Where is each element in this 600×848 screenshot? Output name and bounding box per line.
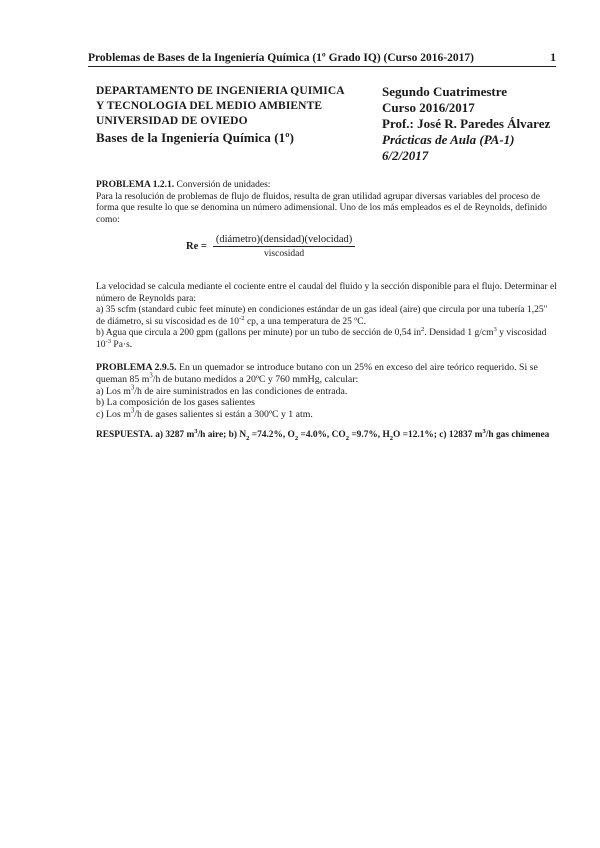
department-line-1: DEPARTAMENTO DE INGENIERIA QUIMICA	[96, 85, 345, 97]
problem-2-part-c: c) Los $m^3/h$ de gases salientes si están a 300ºC y 1 atm.	[96, 407, 313, 421]
problem-1-part-a: a) 35 scfm (standard cubic feet minute) en condiciones estándar de un gas ideal (aire) que circula por una tubería 1,25" de diámetro, si su viscosidad es de $10^{-2}$ cp, a una temperatura de 25 ºC.	[96, 305, 548, 327]
department-line-3: UNIVERSIDAD DE OVIEDO	[96, 115, 248, 127]
semester: Segundo Cuatrimestre	[382, 84, 508, 99]
course-name: Bases de la Ingeniería Química (1º)	[96, 130, 295, 145]
problem-1-subtitle: Conversión de unidades:	[176, 180, 271, 190]
problem-2-answer: RESPUESTA. a) 3287 $m^3/h$ aire; b) $N_2 =74.2\%$, $O_2 =4.0\%$, $CO_2 =9.7\%$, $H_2O =12.1\%$; c) 12837 $m^3/h$ gas chimenea	[96, 427, 550, 442]
problem-1-intro-text: Para la resolución de problemas de flujo de fluidos, resulta de gran utilidad agrupar diversas variables del proceso de forma que resulte lo que se denomina un número adimensional. Uno de los más empleados es el de Reynolds, definido como:	[96, 191, 547, 225]
academic-year: Curso 2016/2017	[382, 100, 475, 115]
formula-numerator: (diámetro)(densidad)(velocidad)	[213, 234, 355, 247]
formula-denominator: viscosidad	[264, 249, 305, 259]
formula-fraction	[213, 234, 355, 259]
problem-1-part-b: b) Agua que circula a 200 gpm (gallons per minute) por un tubo de sección de 0,54 $in^2$. Densidad 1 $g/cm^3$ y viscosidad $10^{-3}$ Pa·s.	[96, 326, 547, 350]
problem-2	[96, 362, 558, 421]
problem-2-part-a: a) Los $m^3/h$ de aire suministrados en las condiciones de entrada.	[96, 384, 348, 397]
term-block	[382, 84, 572, 164]
department-line-2: Y TECNOLOGIA DEL MEDIO AMBIENTE	[96, 100, 323, 112]
professor: Prof.: José R. Paredes Álvarez	[382, 116, 551, 131]
reynolds-formula	[186, 234, 355, 259]
page-number: 1	[550, 52, 556, 64]
problem-1-title: PROBLEMA 1.2.1.	[96, 180, 175, 190]
running-header	[88, 52, 556, 67]
problem-1-body	[96, 282, 558, 352]
department-block	[96, 84, 366, 146]
date: 6/2/2017	[382, 148, 429, 163]
problem-2-intro: PROBLEMA 2.9.5. En un quemador se introduce butano con un 25% en exceso del aire teórico requerido. Si se queman 85 $m^3/h$ de butano medidos a 20ºC y 760 mmHg, calcular:	[96, 362, 538, 385]
problem-1-text-2: La velocidad se calcula mediante el cociente entre el caudal del fluido y la sección disponible para el flujo. Determinar el número de Reynolds para:	[96, 282, 557, 304]
header-title: Problemas de Bases de la Ingeniería Química (1º Grado IQ) (Curso 2016-2017)	[88, 52, 474, 64]
problem-2-part-b: b) La composición de los gases salientes	[96, 397, 255, 409]
practice-label: Prácticas de Aula (PA-1)	[382, 132, 515, 147]
answer-label: RESPUESTA.	[96, 430, 153, 440]
problem-2-title: PROBLEMA 2.9.5.	[96, 362, 177, 373]
formula-lhs: Re =	[186, 241, 207, 252]
problem-1-intro	[96, 180, 558, 226]
